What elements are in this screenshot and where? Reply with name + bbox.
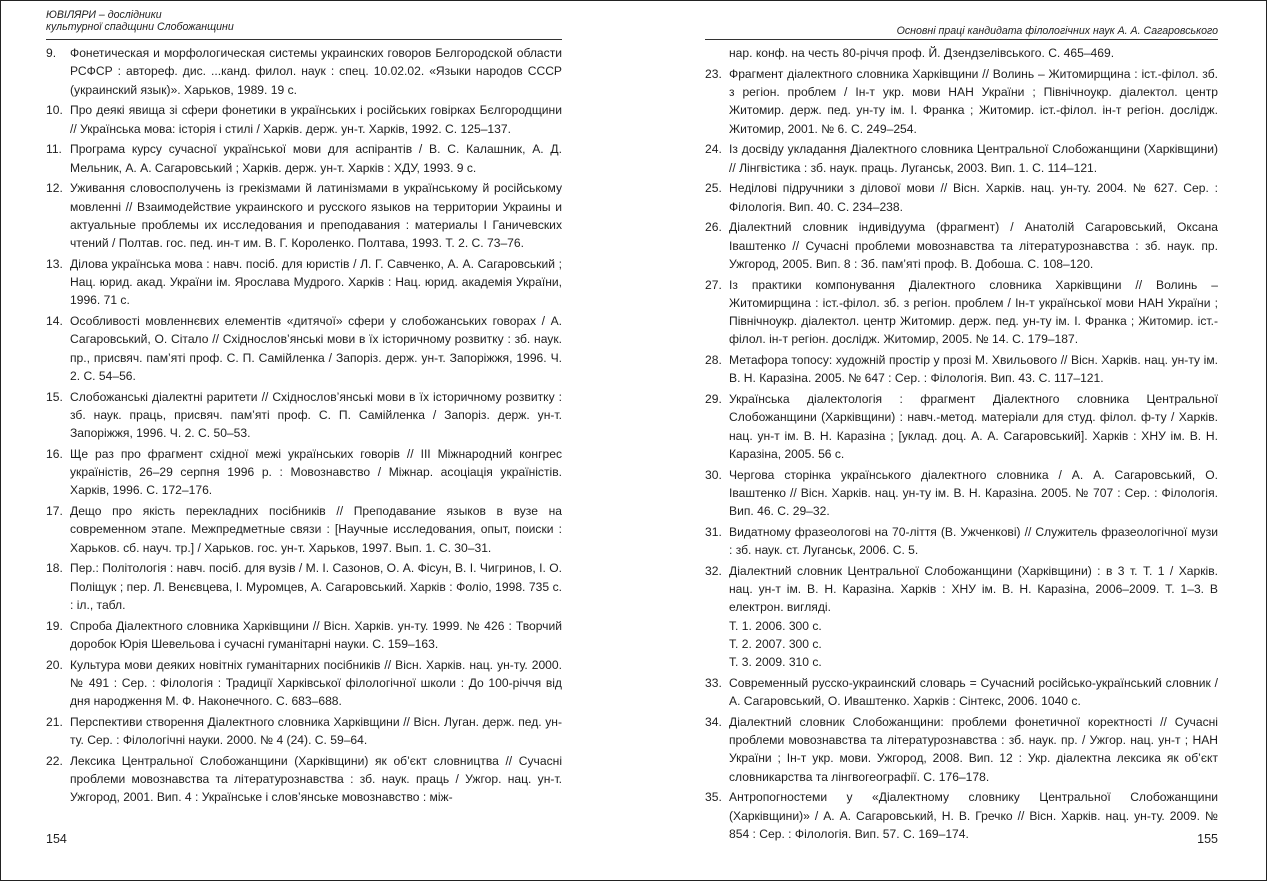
entry-number: 12. xyxy=(46,181,63,196)
header-left-title: ЮВІЛЯРИ – дослідники xyxy=(46,9,162,21)
left-page xyxy=(46,0,562,881)
bibliography-entry xyxy=(46,312,562,385)
entry-number: 29. xyxy=(705,392,722,406)
entry-text: Слобожанські діалектні раритети // Східнослов’янські мови в їх історичному розвитку : зб. наук. праць, присвяч. пам’яті проф. С. П. Самійленка / Запоріз. держ. ун-т. Запоріжжя, 1996. Ч. 2. С. 50–53. xyxy=(70,389,562,440)
entry-text: Ще раз про фрагмент східної межі українських говорів // ІІІ Міжнародний конгрес україністів, 26–29 серпня 1996 р. : Мовознавство / Міжнар. асоціація україністів. Харків, 1996. С. 172–176. xyxy=(70,446,562,498)
entry-text: Метафора топосу: художній простір у прозі М. Хвильового // Вісн. Харків. нац. ун-ту ім. В. Н. Каразіна. 2005. № 647 : Сер. : Філологія. Вип. 43. С. 117–121. xyxy=(729,353,1218,386)
bibliography-entry xyxy=(705,562,1218,672)
entry-text: Уживання словосполучень із грекізмами й латинізмами в українському й російському мовленні // Взаимодействие украинского и русского языков на территории Украины и актуальные проблемы их исследования и преподавания : материалы І Ганичевских чтений / Полтав. гос. пед. ин-т им. В. Г. Короленко. Полтава, 1993. Т. 2. С. 73–76. xyxy=(70,181,562,250)
entry-text: Спроба Діалектного словника Харківщини // Вісн. Харків. ун-ту. 1999. № 426 : Творчий доробок Юрія Шевельова і сучасні гуманітарні науки. С. 159–163. xyxy=(70,618,562,651)
entry-text: Про деякі явища зі сфери фонетики в українських і російських говірках Бєлгородщини // Українська мова: історія і стилі / Харків. держ. ун-т. Харків, 1992. С. 125–137. xyxy=(70,103,562,136)
entry-text: Современный русско-украинский словарь = Сучасний російсько-український словник / А. Сагаровський, О. Иваштенко. Харків : Сінтекс, 2006. 1040 с. xyxy=(729,675,1218,708)
running-header-right xyxy=(705,9,1218,40)
bibliography-entry xyxy=(705,140,1218,177)
bibliography-entry xyxy=(46,140,562,177)
bibliography-entry xyxy=(46,752,562,807)
bibliography-entry xyxy=(705,523,1218,560)
entry-text: Програма курсу сучасної української мови для аспірантів / В. С. Калашник, А. Д. Мельник, А. А. Сагаровський ; Харків. держ. ун-т. Харків : ХДУ, 1993. 9 с. xyxy=(70,142,562,175)
bibliography-list-right xyxy=(705,44,1218,846)
entry-text: Видатному фразеологові на 70-ліття (В. Ужченкові) // Служитель фразеологічної музи : зб. наук. ст. Луганськ, 2006. С. 5. xyxy=(729,524,1218,557)
entry-text: Із досвіду укладання Діалектного словника Центральної Слобожанщини (Харківщини) // Лінгвістика : зб. наук. праць. Луганськ, 2003. Вип. 1. С. 114–121. xyxy=(729,142,1218,175)
entry-number: 35. xyxy=(705,790,722,805)
entry-number: 31. xyxy=(705,524,722,539)
bibliography-entry xyxy=(705,179,1218,216)
bibliography-entry xyxy=(705,276,1218,349)
entry-text: Перспективи створення Діалектного словника Харківщини // Вісн. Луган. держ. пед. ун-ту. Сер. : Філологічні науки. 2000. № 4 (24). С. 59–64. xyxy=(70,714,562,747)
entry-text: Фонетическая и морфологическая системы украинских говоров Белгородской области РСФСР : автореф. дис. ...канд. филол. наук : спец. 10.02.02. «Языки народов СССР (украинский язык)». Харьков, 1989. 19 с. xyxy=(70,46,562,97)
entry-text: Дещо про якість перекладних посібників // Преподавание языков в вузе на современном этапе. Межпредметные связи : [Научные исследования, опыт, поиски : Харьков. сб. науч. тр.] / Харьков. гос. ун-т. Харьков, 1997. Вып. 1. С. 30–31. xyxy=(70,504,562,555)
entry-text: Неділові підручники з ділової мови // Вісн. Харків. нац. ун-ту. 2004. № 627. Сер. : Філологія. Вип. 40. С. 234–238. xyxy=(729,181,1218,214)
entry-text: Пер.: Політологія : навч. посіб. для вузів / М. І. Сазонов, О. А. Фісун, В. І. Чигринов, І. О. Поліщук ; пер. Л. Венєвцева, І. Муромцев, А. Сагаровський. Харків : Фоліо, 1998. 735 с. : іл., табл. xyxy=(70,561,562,612)
entry-number: 32. xyxy=(705,563,722,578)
bibliography-entry xyxy=(705,218,1218,273)
entry-volume-line: Т. 2. 2007. 300 с. xyxy=(729,636,822,651)
entry-number: 30. xyxy=(705,467,722,482)
bibliography-entry xyxy=(46,255,562,310)
entry-number: 20. xyxy=(46,657,63,672)
entry-number: 21. xyxy=(46,714,63,729)
header-right-title: Основні праці кандидата філологічних наук А. А. Сагаровського xyxy=(896,25,1218,37)
page-number-left: 154 xyxy=(46,832,67,846)
entry-text: Чергова сторінка українського діалектного словника / А. А. Сагаровський, О. Іваштенко // Вісн. Харків. нац. ун-ту ім. В. Н. Каразіна. 2005. № 707 : Сер. : Філологія. Вип. 46. С. 29–32. xyxy=(729,467,1218,518)
bibliography-entry xyxy=(46,388,562,443)
bibliography-entry xyxy=(705,390,1218,463)
entry-number: 15. xyxy=(46,389,63,404)
entry-number: 18. xyxy=(46,561,63,576)
entry-text: Ділова українська мова : навч. посіб. для юристів / Л. Г. Савченко, А. А. Сагаровський ; Нац. юрид. акад. України ім. Ярослава Мудрого. Харків : Нац. юрид. академія України, 1996. 71 с. xyxy=(70,256,562,308)
bibliography-entry xyxy=(46,101,562,138)
bibliography-entry xyxy=(46,559,562,614)
bibliography-entry xyxy=(705,65,1218,138)
entry-number: 34. xyxy=(705,714,722,729)
bibliography-entry xyxy=(46,617,562,654)
continuation-text: нар. конф. на честь 80-річчя проф. Й. Дзендзелівського. С. 465–469. xyxy=(729,46,1115,60)
entry-number: 9. xyxy=(46,46,57,60)
bibliography-entry xyxy=(46,656,562,711)
entry-text: Діалектний словник Слобожанщини: проблеми фонетичної коректності // Сучасні проблеми мовознавства та літературознавства : зб. наук. пр. / Ужгор. нац. ун-т ; НАН України ; Ін-т укр. мови. Ужгород, 2008. Вип. 12 : Укр. діалектна лексика як об’єкт словникарства та лінгвогеографії. С. 176–178. xyxy=(729,714,1218,784)
entry-number: 11. xyxy=(46,142,62,157)
bibliography-entry xyxy=(46,713,562,750)
bibliography-entry xyxy=(46,179,562,252)
entry-number: 26. xyxy=(705,220,722,235)
bibliography-entry xyxy=(705,674,1218,711)
entry-number: 13. xyxy=(46,256,63,271)
bibliography-entry xyxy=(705,466,1218,521)
bibliography-entry xyxy=(46,502,562,557)
bibliography-entry xyxy=(46,44,562,99)
page-number-right: 155 xyxy=(1197,832,1218,846)
entry-number: 33. xyxy=(705,675,722,690)
header-left-subtitle: культурної спадщини Слобожанщини xyxy=(46,21,234,33)
bibliography-entry xyxy=(705,788,1218,843)
entry-text: Фрагмент діалектного словника Харківщини // Волинь – Житомирщина : іст.-філол. зб. з регіон. проблем / Ін-т укр. мови НАН України ; Північноукр. діалектол. центр Житомир. держ. пед. ун-ту ім. І. Франка ; Житомир. іст.-філол. ін-т регіон. дослідж. Житомир, 2001. № 6. С. 249–254. xyxy=(729,66,1218,136)
entry-text: Українська діалектологія : фрагмент Діалектного словника Центральної Слобожанщини (Харківщини) : навч.-метод. матеріали для студ. філол. ф-ту / Харків. нац. ун-т ім. В. Н. Каразіна ; [уклад. доц. А. А. Сагаровський]. Харків : ХНУ ім. В. Н. Каразіна, 2005. 56 с. xyxy=(729,392,1218,461)
continuation-line xyxy=(705,44,1218,62)
bibliography-entry xyxy=(46,445,562,500)
entry-text: Із практики компонування Діалектного словника Харківщини // Волинь – Житомирщина : іст.-філол. зб. з регіон. проблем / Ін-т української мови НАН України ; Північноукр. діалектол. центр Житомир. держ. пед. ун-ту ім. І. Франка ; Житомир. іст.-філол. ін-т регіон. дослідж. Житомир, 2005. № 14. С. 179–187. xyxy=(729,277,1218,347)
entry-number: 25. xyxy=(705,181,722,196)
entry-text: Антропогностеми у «Діалектному словнику Центральної Слобожанщини (Харківщини)» / А. А. Сагаровський, Н. В. Гречко // Вісн. Харків. нац. ун-ту. 2009. № 854 : Сер. : Філологія. Вип. 57. С. 169–174. xyxy=(729,790,1218,841)
entry-number: 24. xyxy=(705,142,722,157)
entry-number: 27. xyxy=(705,277,722,292)
entry-number: 28. xyxy=(705,353,722,367)
entry-text: Діалектний словник індивідуума (фрагмент) / Анатолій Сагаровський, Оксана Іваштенко // Сучасні проблеми мовознавства та літературознавства : зб. наук. пр. Ужгород, 2005. Вип. 8 : Зб. пам’яті проф. В. Добоша. С. 108–120. xyxy=(729,220,1218,271)
entry-number: 17. xyxy=(46,504,63,518)
bibliography-entry xyxy=(705,713,1218,786)
entry-text: Лексика Центральної Слобожанщини (Харківщини) як об’єкт словництва // Сучасні проблеми мовознавства та літературознавства : зб. наук. праць / Ужгор. нац. ун-т. Ужгород, 2001. Вип. 4 : Українське і слов’янське мовознавство : між- xyxy=(70,753,562,805)
entry-volume-line: Т. 3. 2009. 310 с. xyxy=(729,655,822,669)
entry-text: Культура мови деяких новітніх гуманітарних посібників // Вісн. Харків. нац. ун-ту. 2000. № 491 : Сер. : Філологія : Традиції Харківської філологічної школи : До 100-річчя від дня народження М. Ф. Наконечного. С. 683–688. xyxy=(70,657,562,708)
entry-volume-line: Т. 1. 2006. 300 с. xyxy=(729,618,822,633)
entry-number: 19. xyxy=(46,618,63,633)
entry-number: 23. xyxy=(705,66,722,81)
entry-text: Особливості мовленнєвих елементів «дитячої» сфери у слобожанських говорах / А. Сагаровський, О. Сітало // Східнослов’янські мови в їх історичному розвитку : зб. наук. пр., присвяч. пам’яті проф. С. П. Самійленка / Запоріз. держ. ун-т. Запоріжжя, 1996. Ч. 2. С. 54–56. xyxy=(70,314,562,383)
entry-number: 10. xyxy=(46,103,63,118)
entry-text: Діалектний словник Центральної Слобожанщини (Харківщини) : в 3 т. Т. 1 / Харків. нац. ун-т ім. В. Н. Каразіна. Харків : ХНУ ім. В. Н. Каразіна, 2006–2009. Т. 1–3. В електрон. вигляді. xyxy=(729,563,1218,615)
bibliography-list-left xyxy=(46,44,562,809)
entry-number: 22. xyxy=(46,753,63,768)
bibliography-entry xyxy=(705,351,1218,388)
right-page xyxy=(705,0,1218,881)
entry-number: 14. xyxy=(46,314,63,328)
running-header-left xyxy=(46,9,562,40)
entry-number: 16. xyxy=(46,446,63,461)
